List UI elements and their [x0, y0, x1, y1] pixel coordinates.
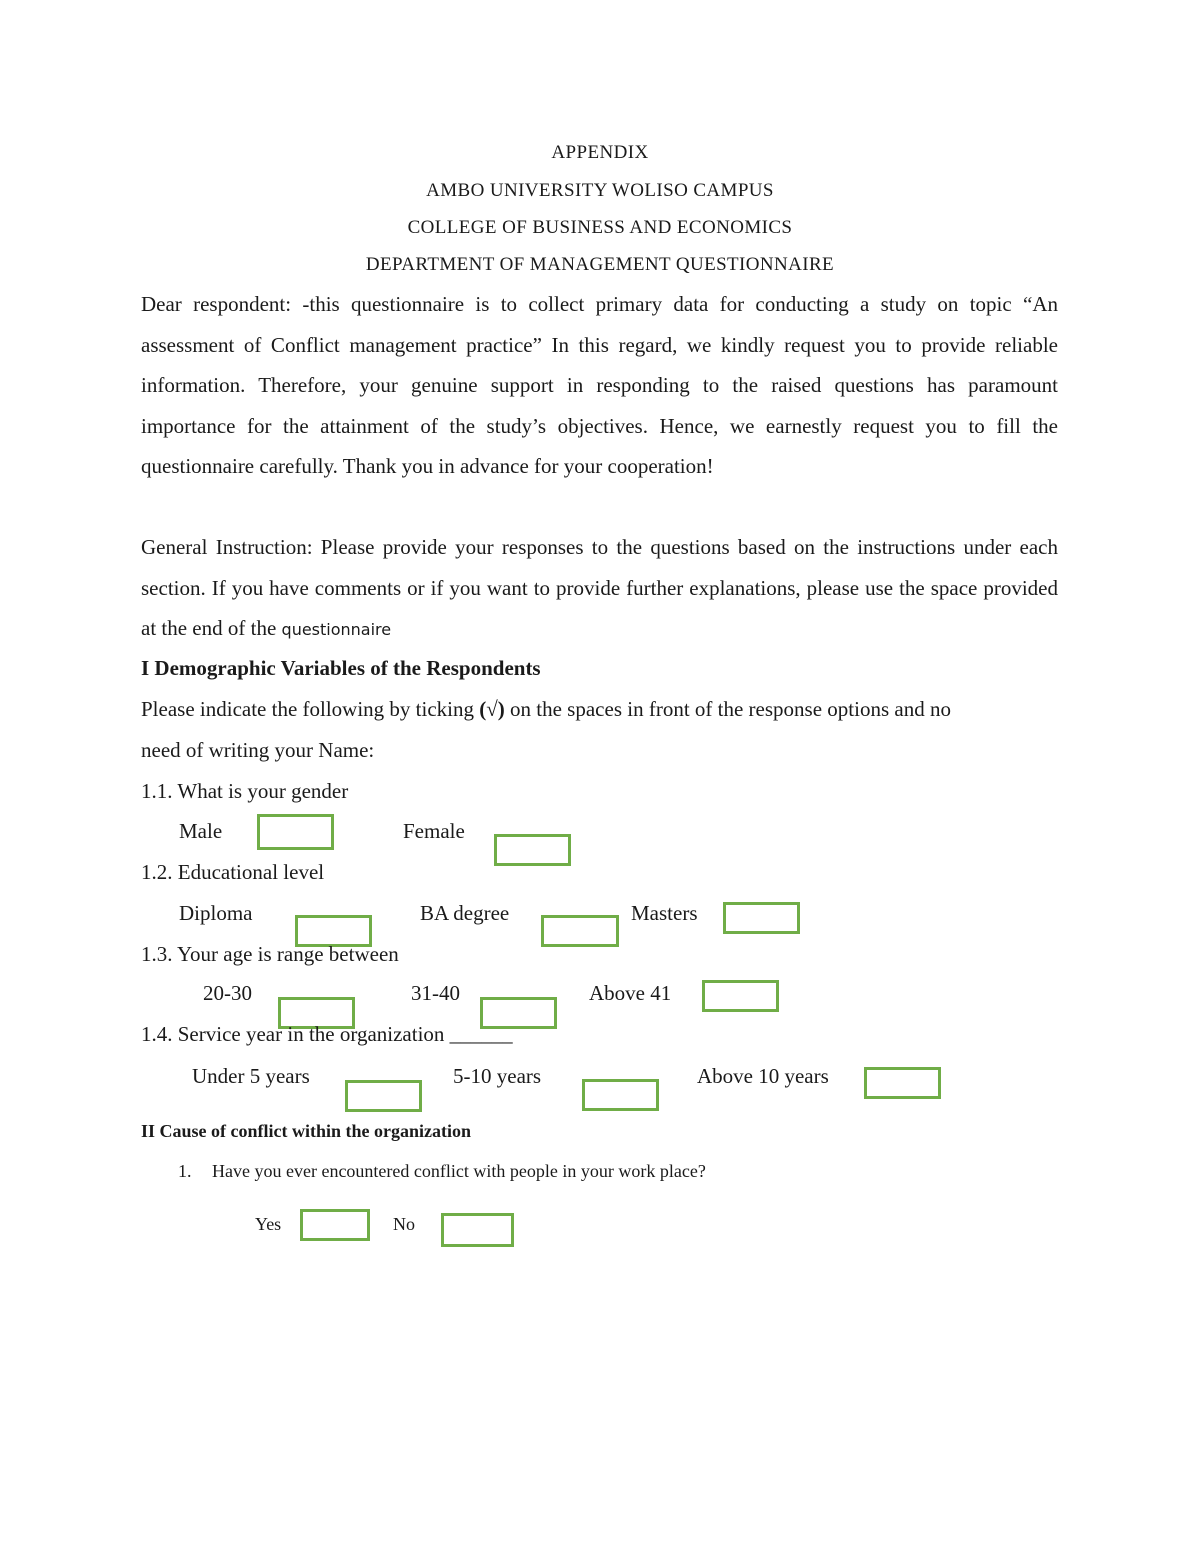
option-diploma-label: Diploma: [179, 901, 253, 925]
no-checkbox[interactable]: [441, 1213, 514, 1247]
option-female-label: Female: [403, 819, 465, 843]
section1-instruction-line2: need of writing your Name:: [141, 738, 375, 762]
masters-checkbox[interactable]: [723, 902, 800, 934]
q1-2-label: 1.2. Educational level: [141, 860, 325, 884]
section2-title: II Cause of conflict within the organization: [141, 1121, 471, 1141]
general-instruction: [141, 527, 1058, 651]
option-yes-label: Yes: [255, 1214, 282, 1234]
section1-instruction-part1: Please indicate the following by ticking: [141, 697, 475, 721]
general-instruction-text: General Instruction: Please provide your responses to the questions based on the instructions under each section. If you have comments or if you want to provide further explanations, please use the space provided at the end of the: [141, 535, 1058, 641]
option-ba-degree-label: BA degree: [420, 901, 510, 925]
female-checkbox[interactable]: [494, 834, 571, 866]
option-male-label: Male: [179, 819, 223, 843]
5-10-years-checkbox[interactable]: [582, 1079, 659, 1111]
option-5-10-label: 5-10 years: [453, 1064, 542, 1088]
option-masters-label: Masters: [631, 901, 698, 925]
general-instruction-end: questionnaire: [281, 620, 392, 640]
age-above-41-checkbox[interactable]: [702, 980, 779, 1012]
yes-checkbox[interactable]: [300, 1209, 370, 1241]
option-above-10-label: Above 10 years: [697, 1064, 829, 1088]
tick-symbol: (√): [479, 697, 505, 721]
college-heading: COLLEGE OF BUSINESS AND ECONOMICS: [407, 217, 793, 238]
q1-1-label: 1.1. What is your gender: [141, 779, 349, 803]
ba-degree-checkbox[interactable]: [541, 915, 619, 947]
option-under-5-label: Under 5 years: [192, 1064, 310, 1088]
under-5-years-checkbox[interactable]: [345, 1080, 422, 1112]
option-age-above-41-label: Above 41: [589, 981, 672, 1005]
q1-3-label: 1.3. Your age is range between: [141, 942, 399, 966]
intro-paragraph: Dear respondent: -this questionnaire is to collect primary data for conducting a study on topic “An assessment of Conflict management practice” In this regard, we kindly request you to provide reliable information. Therefore, your genuine support in responding to the raised questions has paramount importance for the attainment of the study’s objectives. Hence, we earnestly request you to fill the questionnaire carefully. Thank you in advance for your cooperation!: [141, 292, 1058, 479]
q1-4-label: 1.4. Service year in the organization ______: [141, 1022, 513, 1046]
appendix-heading: APPENDIX: [551, 142, 649, 163]
university-heading: AMBO UNIVERSITY WOLISO CAMPUS: [426, 180, 774, 201]
option-age-31-40-label: 31-40: [411, 981, 460, 1005]
option-no-label: No: [393, 1214, 415, 1234]
above-10-years-checkbox[interactable]: [864, 1067, 941, 1099]
department-heading: DEPARTMENT OF MANAGEMENT QUESTIONNAIRE: [365, 254, 835, 275]
section2-q1-number: 1.: [178, 1161, 192, 1181]
section2-q1-text: Have you ever encountered conflict with people in your work place?: [212, 1161, 706, 1181]
section1-instruction-part2: on the spaces in front of the response options and no: [510, 697, 951, 721]
male-checkbox[interactable]: [257, 814, 334, 850]
option-age-20-30-label: 20-30: [203, 981, 252, 1005]
section1-title: I Demographic Variables of the Respondents: [141, 656, 541, 680]
section1-instruction: [141, 697, 951, 722]
